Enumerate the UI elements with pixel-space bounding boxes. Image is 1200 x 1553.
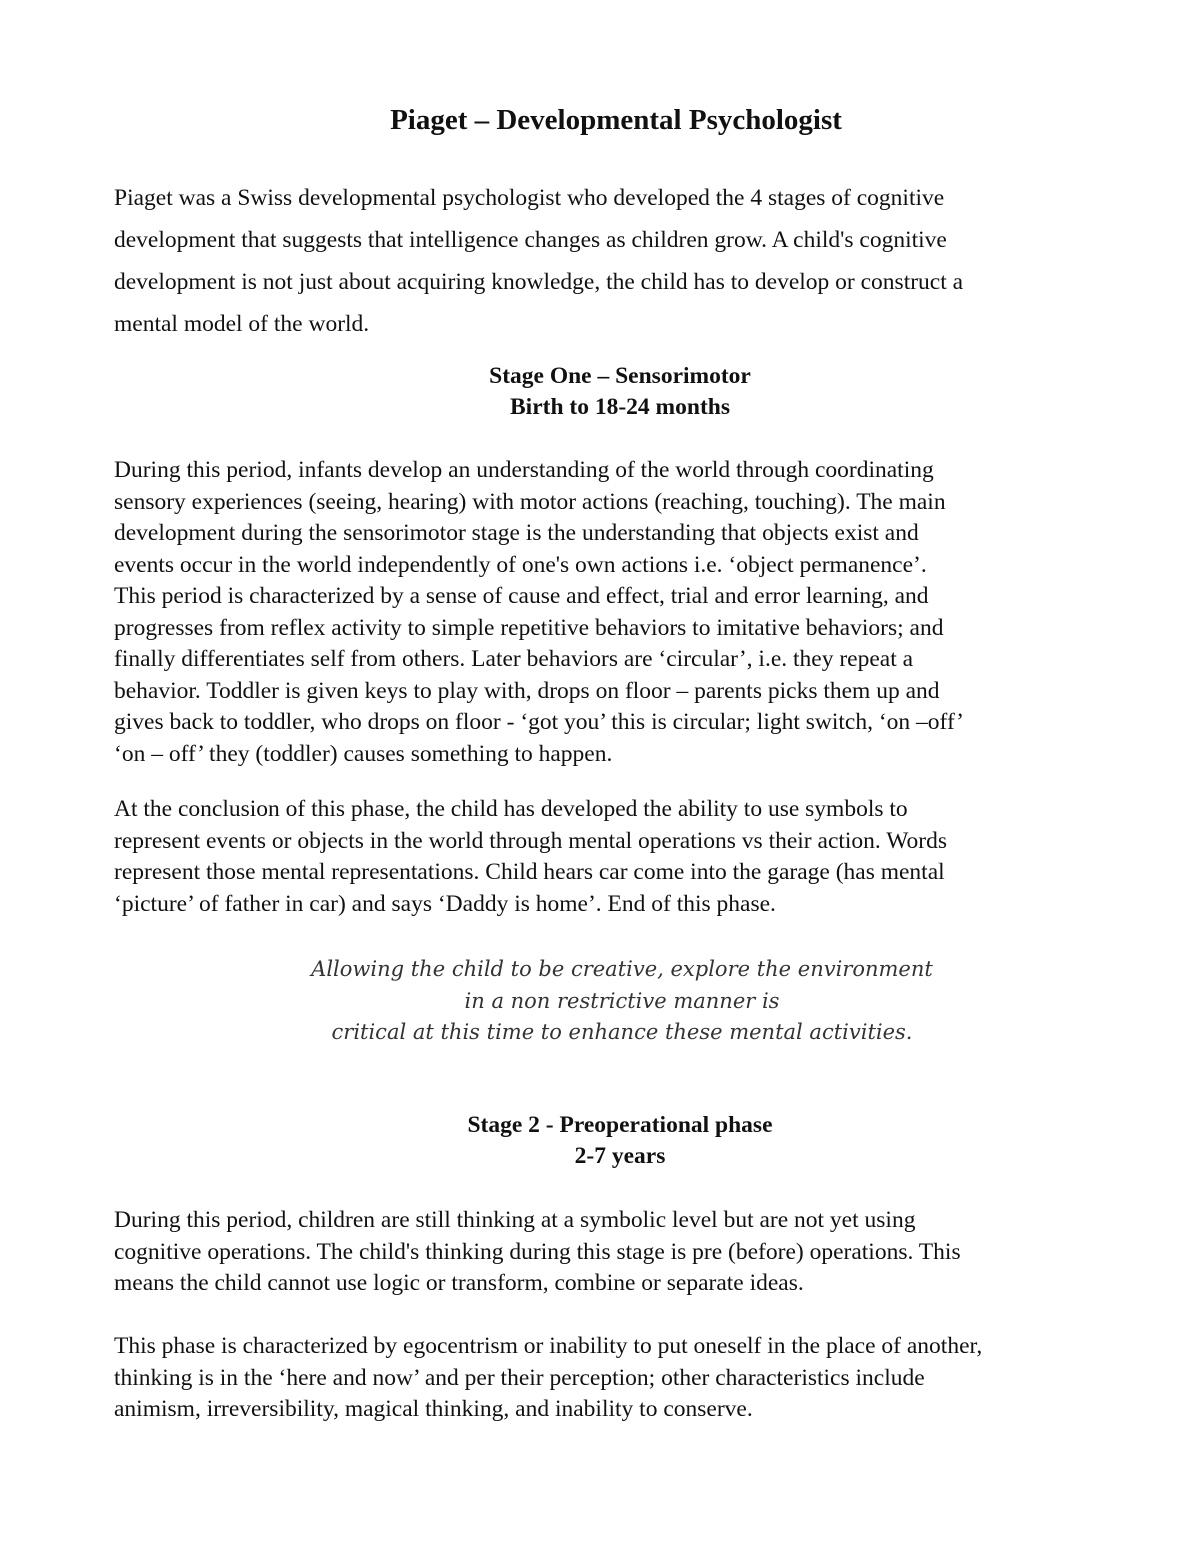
paragraph-line: During this period, children are still thinking at a symbolic level but are not yet using [114,1207,916,1233]
stage-one-heading [0,361,1200,423]
stage-one-title: Stage One – Sensorimotor [489,363,751,389]
paragraph-line: represent those mental representations. Child hears car come into the garage (has mental [114,859,945,885]
stage-one-quote [0,954,1200,1049]
paragraph-line: This period is characterized by a sense of cause and effect, trial and error learning, and [114,583,929,609]
quote-line: critical at this time to enhance these mental activities. [331,1020,913,1044]
paragraph-line: means the child cannot use logic or transform, combine or separate ideas. [114,1270,804,1296]
stage-two-paragraph-1 [114,1205,1114,1300]
intro-line: development that suggests that intelligence changes as children grow. A child's cognitive [114,227,947,253]
page-title: Piaget – Developmental Psychologist [390,104,842,136]
paragraph-line: finally differentiates self from others. Later behaviors are ‘circular’, i.e. they repeat a [114,646,914,672]
intro-paragraph [114,177,1114,345]
quote-line: in a non restrictive manner is [464,988,780,1013]
paragraph-line: At the conclusion of this phase, the child has developed the ability to use symbols to [114,796,908,822]
quote-line: Allowing the child to be creative, explore the environment [311,957,933,981]
stage-one-paragraph-2 [114,794,1114,920]
paragraph-line: development during the sensorimotor stage is the understanding that objects exist and [114,520,919,546]
stage-two-age: 2-7 years [574,1143,666,1169]
stage-two-paragraph-2 [114,1331,1114,1426]
intro-line: development is not just about acquiring knowledge, the child has to develop or construct a [114,269,964,295]
paragraph-line: progresses from reflex activity to simple repetitive behaviors to imitative behaviors; and [114,614,944,641]
paragraph-line: animism, irreversibility, magical thinking, and inability to conserve. [114,1396,753,1422]
stage-one-age: Birth to 18-24 months [510,394,730,420]
paragraph-line: ‘picture’ of father in car) and says ‘Daddy is home’. End of this phase. [114,890,776,917]
paragraph-line: cognitive operations. The child's thinking during this stage is pre (before) operations. This [114,1238,961,1265]
paragraph-line: During this period, infants develop an understanding of the world through coordinating [114,457,934,483]
paragraph-line: ‘on – off’ they (toddler) causes something to happen. [114,740,613,767]
paragraph-line: This phase is characterized by egocentrism or inability to put oneself in the place of another, [114,1333,983,1359]
paragraph-line: behavior. Toddler is given keys to play with, drops on floor – parents picks them up and [114,677,940,704]
paragraph-line: events occur in the world independently of one's own actions i.e. ‘object permanence’. [114,551,927,578]
paragraph-line: gives back to toddler, who drops on floor - ‘got you’ this is circular; light switch, ‘on –off’ [114,709,964,735]
paragraph-line: represent events or objects in the world through mental operations vs their action. Words [114,827,948,854]
stage-one-paragraph-1 [114,455,1114,770]
intro-line: mental model of the world. [114,311,370,337]
paragraph-line: sensory experiences (seeing, hearing) with motor actions (reaching, touching). The main [114,488,946,515]
stage-two-heading [0,1110,1200,1172]
intro-line: Piaget was a Swiss developmental psychologist who developed the 4 stages of cognitive [114,185,945,211]
paragraph-line: thinking is in the ‘here and now’ and per their perception; other characteristics include [114,1364,925,1391]
stage-two-title: Stage 2 - Preoperational phase [467,1112,773,1138]
